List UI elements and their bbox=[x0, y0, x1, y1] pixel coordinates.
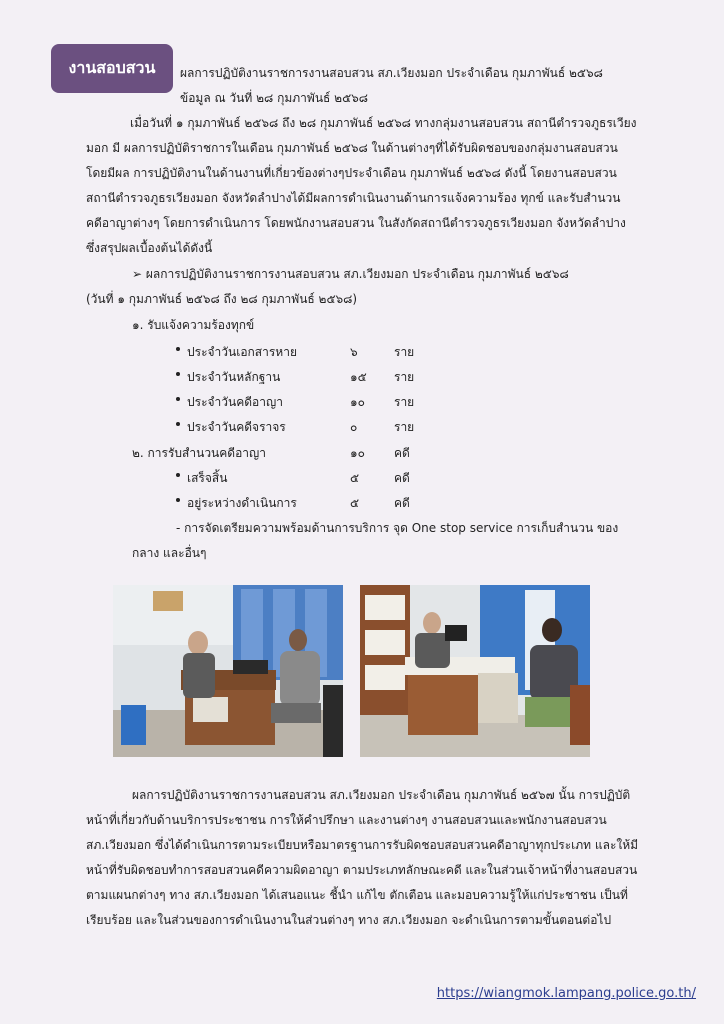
item-unit: ราย bbox=[394, 370, 415, 384]
section2-title: ๒. การรับสำนวนคดีอาญา bbox=[132, 446, 266, 460]
item-count: ๕ bbox=[350, 471, 360, 485]
item-unit: คดี bbox=[394, 496, 410, 510]
office-photo-1 bbox=[113, 585, 343, 757]
item-count: ๐ bbox=[350, 420, 358, 434]
item-unit: ราย bbox=[394, 420, 415, 434]
intro-line: คดีอาญาต่างๆ โดยการดำเนินการ โดยพนักงานสอบสวน ในสังกัดสถานีตำรวจภูธรเวียงมอก จังหวัดลำปาง bbox=[86, 216, 626, 230]
photo-service-desk-1 bbox=[113, 585, 343, 757]
item-count: ๑๕ bbox=[350, 370, 367, 384]
item-count: ๖ bbox=[350, 345, 358, 359]
item-unit: คดี bbox=[394, 471, 410, 485]
bullet-icon bbox=[176, 347, 180, 351]
list-item: ประจำวันหลักฐาน bbox=[176, 369, 280, 386]
conclusion-line: หน้าที่รับผิดชอบทำการสอบสวนคดีความผิดอาญา ตามประเภทลักษณะคดี และในส่วนเจ้าหน้าที่งานสอบสวน bbox=[86, 863, 638, 877]
conclusion-line: ผลการปฏิบัติงานราชการงานสอบสวน สภ.เวียงมอก ประจำเดือน กุมภาพันธ์ ๒๕๖๗ นั้น การปฏิบัติ bbox=[132, 788, 631, 802]
note-line: กลาง และอื่นๆ bbox=[132, 546, 207, 560]
report-date: ข้อมูล ณ วันที่ ๒๘ กุมภาพันธ์ ๒๕๖๘ bbox=[180, 91, 369, 105]
section-tag: งานสอบสวน bbox=[51, 44, 173, 93]
bullet-icon bbox=[176, 397, 180, 401]
list-item: ประจำวันคดีจราจร bbox=[176, 419, 286, 436]
summary-period: (วันที่ ๑ กุมภาพันธ์ ๒๕๖๘ ถึง ๒๘ กุมภาพันธ์ ๒๕๖๘) bbox=[86, 292, 358, 306]
section2-unit: คดี bbox=[394, 446, 410, 460]
bullet-icon bbox=[176, 498, 180, 502]
item-unit: ราย bbox=[394, 395, 415, 409]
list-item: เสร็จสิ้น bbox=[176, 470, 227, 487]
office-photo-2 bbox=[360, 585, 590, 757]
intro-line: ซึ่งสรุปผลเบื้องต้นได้ดังนี้ bbox=[86, 241, 213, 255]
list-item: ประจำวันเอกสารหาย bbox=[176, 344, 297, 361]
intro-line: สถานีตำรวจภูธรเวียงมอก จังหวัดลำปางได้มีผลการดำเนินงานด้านการแจ้งความร้อง ทุกข์ และรับสำนวน bbox=[86, 191, 621, 205]
website-link[interactable]: https://wiangmok.lampang.police.go.th/ bbox=[436, 986, 696, 1001]
bullet-icon bbox=[176, 473, 180, 477]
intro-line: โดยมีผล การปฏิบัติงานในด้านงานที่เกี่ยวข้องต่างๆประจำเดือน กุมภาพันธ์ ๒๕๖๘ ดังนี้ โดยงานสอบสวน bbox=[86, 166, 617, 180]
bullet-icon bbox=[176, 422, 180, 426]
item-unit: ราย bbox=[394, 345, 415, 359]
conclusion-line: เรียบร้อย และในส่วนของการดำเนินงานในส่วนต่างๆ ทาง สภ.เวียงมอก จะดำเนินการตามขั้นตอนต่อไป bbox=[86, 913, 612, 927]
list-item: ประจำวันคดีอาญา bbox=[176, 394, 283, 411]
photo-service-desk-2 bbox=[360, 585, 590, 757]
item-count: ๕ bbox=[350, 496, 360, 510]
intro-line: เมื่อวันที่ ๑ กุมภาพันธ์ ๒๕๖๘ ถึง ๒๘ กุมภาพันธ์ ๒๕๖๘ ทางกลุ่มงานสอบสวน สถานีตำรวจภูธรเวียง bbox=[130, 116, 637, 130]
list-item: อยู่ระหว่างดำเนินการ bbox=[176, 495, 297, 512]
section2-count: ๑๐ bbox=[350, 446, 365, 460]
note-line: - การจัดเตรียมความพร้อมด้านการบริการ จุด One stop service การเก็บสำนวน ของ bbox=[176, 521, 619, 535]
bullet-icon bbox=[176, 372, 180, 376]
intro-line: มอก มี ผลการปฏิบัติราชการในเดือน กุมภาพันธ์ ๒๕๖๘ ในด้านต่างๆที่ได้รับผิดชอบของกลุ่มงานสอบสวน bbox=[86, 141, 618, 155]
section1-title: ๑. รับแจ้งความร้องทุกข์ bbox=[132, 318, 255, 332]
report-title: ผลการปฏิบัติงานราชการงานสอบสวน สภ.เวียงมอก ประจำเดือน กุมภาพันธ์ ๒๕๖๘ bbox=[180, 66, 603, 80]
item-count: ๑๐ bbox=[350, 395, 365, 409]
conclusion-line: สภ.เวียงมอก ซึ่งได้ดำเนินการตามระเบียบหรือมาตรฐานการรับผิดชอบสอบสวนคดีอาญาทุกประเภท และให้มี bbox=[86, 838, 639, 852]
conclusion-line: ตามแผนกต่างๆ ทาง สภ.เวียงมอก ได้เสนอแนะ ชี้นำ แก้ไข ตักเตือน และมอบความรู้ให้แก่ประชาชน เป็นที่ bbox=[86, 888, 628, 902]
summary-heading: ➢ ผลการปฏิบัติงานราชการงานสอบสวน สภ.เวียงมอก ประจำเดือน กุมภาพันธ์ ๒๕๖๘ bbox=[132, 267, 569, 281]
conclusion-line: หน้าที่เกี่ยวกับด้านบริการประชาชน การให้คำปรึกษา และงานต่างๆ งานสอบสวนและพนักงานสอบสวน bbox=[86, 813, 607, 827]
